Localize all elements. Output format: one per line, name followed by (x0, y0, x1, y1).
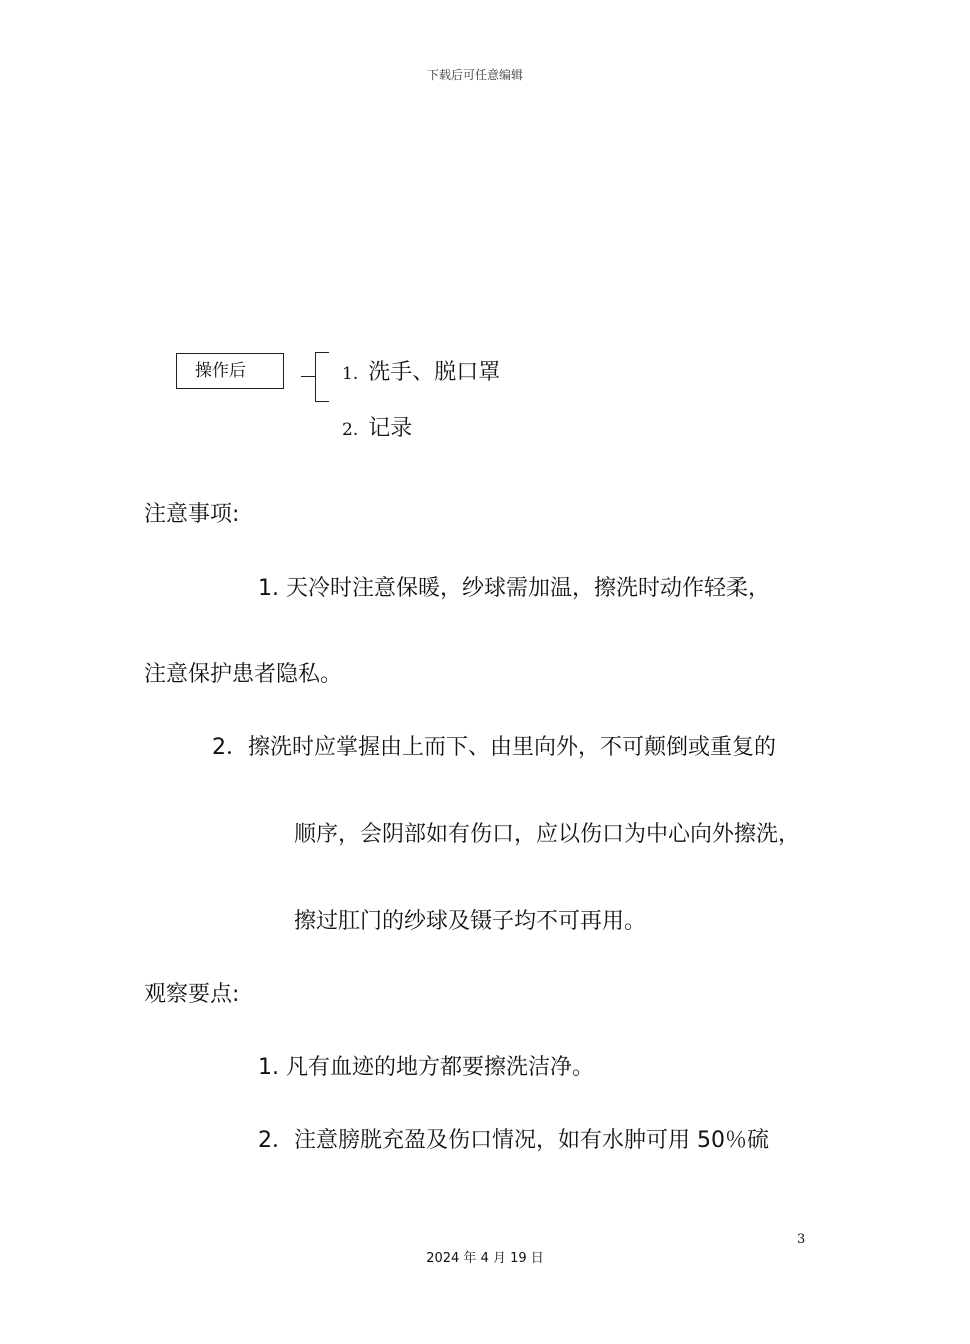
step-box-after-operation: 操作后 (176, 353, 284, 389)
notes-item-2-line-2: 顺序，会阴部如有伤口，应以伤口为中心向外擦洗， (294, 822, 801, 847)
notes-item-1-line-2: 注意保护患者隐私。 (144, 662, 343, 687)
notes-item-1-line-1: 1. 天冷时注意保暖，纱球需加温，擦洗时动作轻柔， (258, 576, 770, 601)
page-number: 3 (797, 1232, 806, 1247)
bracket (315, 352, 329, 402)
step-item-2-number: 2. (342, 420, 359, 440)
step-item-1-number: 1. (342, 364, 359, 384)
step-item-2 (340, 403, 460, 441)
notes-item-2-line-3: 擦过肛门的纱球及镊子均不可再用。 (294, 909, 647, 934)
observe-item-2: 2．注意膀胱充盈及伤口情况，如有水肿可用 50％硫 (258, 1128, 769, 1153)
page-header: 下载后可任意编辑 (426, 68, 523, 82)
observe-item-1: 1. 凡有血迹的地方都要擦洗洁净。 (258, 1055, 594, 1080)
observe-heading: 观察要点: (144, 982, 240, 1007)
notes-item-2-line-1: 2．擦洗时应掌握由上而下、由里向外，不可颠倒或重复的 (212, 735, 776, 760)
connector-line (301, 376, 316, 377)
footer-date: 2024 年 4 月 19 日 (426, 1251, 544, 1266)
step-item-1-text: 洗手、脱口罩 (368, 360, 501, 385)
notes-heading: 注意事项: (144, 502, 240, 527)
step-item-2-text: 记录 (368, 416, 413, 441)
step-item-1 (342, 355, 500, 386)
